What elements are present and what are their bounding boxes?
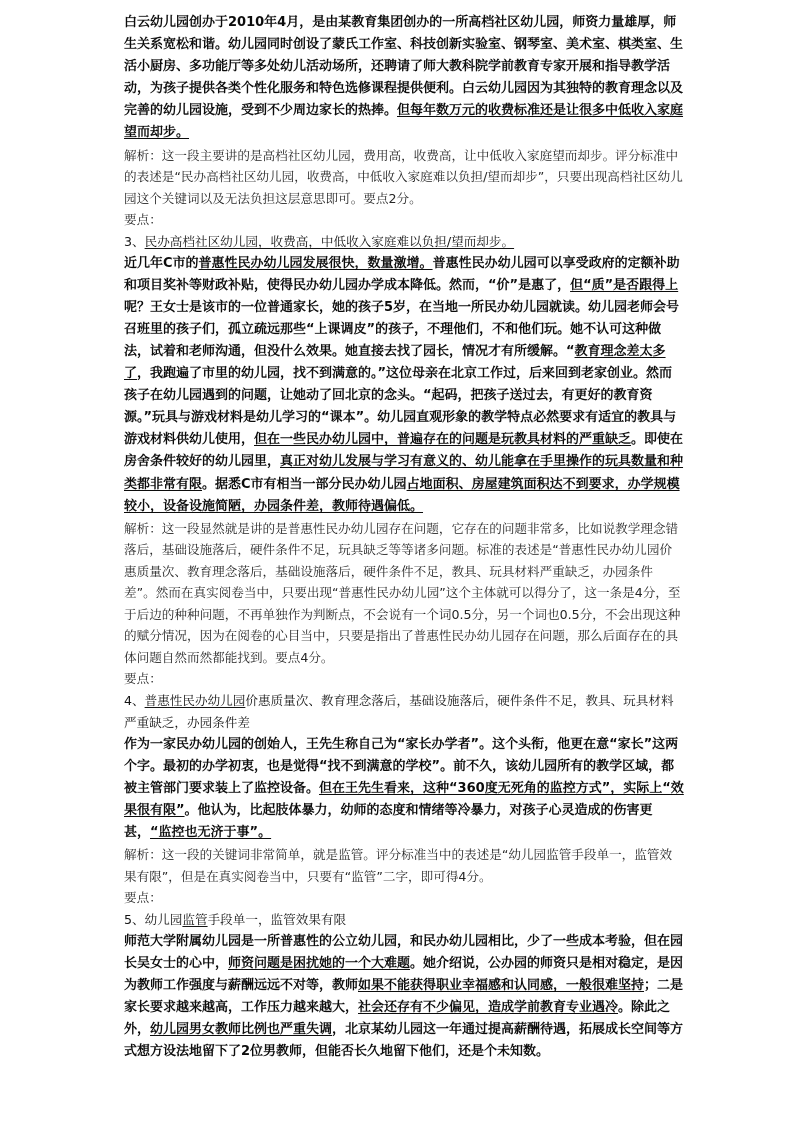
underlined-text: 监管 (182, 911, 208, 927)
text-run: 手段单一，监管效果有限 (207, 911, 347, 927)
text-run: 。她介绍说，公办园的师资只是相对稳定，是因为教师工作强度与薪酬远远不对等，教师 (124, 955, 684, 993)
underlined-text: 普惠性民办幼儿园 (144, 692, 246, 708)
text-run: 价惠质量次、教育理念落后，基础设施落后，硬件条件不足，教具、玩具材料严重缺乏，办园条件差 (124, 692, 674, 730)
text-run: 普惠性民办幼儿园可以享受政府的定额补助和项目奖补等财政补贴，使得民办幼儿园办学成本降低。然而，“价”是惠了， (124, 255, 680, 293)
underlined-text: 社会还存有不少偏见，造成学前教育专业遇冷 (358, 999, 619, 1015)
text-run: 师范大学附属幼儿园是一所普惠性的公立幼儿园，和民办幼儿园相比，少了一些成本考验，但在园长吴女士的心中， (124, 933, 684, 971)
key-point-paragraph (124, 690, 684, 734)
underlined-text: 但在一些民办幼儿园中，普遍存在的问题是玩教具材料的严重缺乏 (254, 432, 632, 448)
underlined-text: 占地面积、房屋建筑面积达不到要求，办学规模较小，设备设施简陋，办园条件差，教师待遇偏低。 (124, 476, 680, 514)
analysis-paragraph (124, 518, 684, 669)
text-run: 3、 (124, 233, 145, 249)
case-paragraph (124, 931, 684, 1064)
key-point-paragraph (124, 909, 684, 931)
underlined-text: 师资问题是困扰她的一个大难题 (228, 955, 411, 971)
analysis-paragraph (124, 844, 684, 887)
underlined-text: 如果不能获得职业幸福感和认同感，一般很难坚持 (358, 977, 645, 993)
text-run: ，我跑遍了市里的幼儿园，找不到满意的。”这位母亲在北京工作过，后来回到老家创业。然而孩子在幼儿园遇到的问题，让她动了回北京的念头。“起码，把孩子送过去，有更好的教育资源。”玩具与游戏材料是幼儿学习的“课本”。幼儿园直观形象的教学特点必然要求有适宜的教具与游戏材料供幼儿使用， (124, 366, 677, 448)
text-run: 4、 (124, 692, 145, 708)
underlined-text: 普惠性民办幼儿园发展很快，数量激增。 (198, 255, 433, 271)
text-run: 要点： (124, 890, 162, 906)
underlined-text: 民办高档社区幼儿园，收费高，中低收入家庭难以负担/望而却步。 (144, 233, 515, 249)
case-paragraph (124, 734, 684, 844)
key-points-label (124, 668, 684, 690)
underlined-text: 教育理念差太多了 (124, 343, 666, 382)
document-body (124, 12, 684, 1063)
key-point-paragraph (124, 231, 684, 253)
underlined-text: 但“质”是否跟得上 (570, 277, 679, 293)
underlined-text: 但在王先生看来，这种“360度无死角的监控方式”，实际上“效果很有限” (124, 780, 684, 818)
text-run: 要点： (124, 671, 162, 687)
underlined-text: 真正对幼儿发展与学习有意义的、幼儿能拿在手里操作的玩具数量和种类都非常有限 (124, 454, 684, 492)
text-run: 解析：这一段的关键词非常简单，就是监管。评分标准当中的表述是“幼儿园监管手段单一，监管效果有限”，但是在真实阅卷当中，只要有“监管”二字，即可得4分。 (124, 847, 673, 884)
analysis-paragraph (124, 145, 684, 210)
text-run: 要点： (124, 212, 162, 228)
underlined-text: 幼儿园男女教师比例也严重失调 (150, 1022, 333, 1038)
text-run: ；二是家长要求越来越高，工作压力越来越大， (124, 977, 684, 1015)
key-points-label (124, 209, 684, 231)
text-run: 。他认为，比起肢体暴力，幼师的态度和情绪等冷暴力，对孩子心灵造成的伤害更甚， (124, 802, 653, 841)
text-run: 解析：这一段显然就是讲的是普惠性民办幼儿园存在问题，它存在的问题非常多，比如说教学理念错落后，基础设施落后，硬件条件不足，玩具缺乏等等诸多问题。标准的表述是“普惠性民办幼儿园价惠质量次、教育理念落后，基础设施落后，硬件条件不足，教具、玩具材料严重缺乏，办园条件差”。然而在真实阅卷当中，只要出现“普惠性民办幼儿园”这个主体就可以得分了，这一条是4分，至于后边的种种问题，不再单独作为判断点，不会说有一个词0.5分，另一个词也0.5分，不会出现这种的赋分情况，因为在阅卷的心目当中，只要是指出了普惠性民办幼儿园存在问题，那么后面存在的具体问题自然而然都能找到。要点4分。 (124, 520, 681, 665)
text-run: 。除此之外， (124, 999, 671, 1038)
text-run: 白云幼儿园创办于2010年4月，是由某教育集团创办的一所高档社区幼儿园，师资力量雄厚，师生关系宽松和谐。幼儿园同时创设了蒙氏工作室、科技创新实验室、钢琴室、美术室、棋类室、生活小厨房、多功能厅等多处幼儿活动场所，还聘请了师大教科院学前教育专家开展和指导教学活动，为孩子提供各类个性化服务和特色选修课程提供便利。白云幼儿园因为其独特的教育理念以及完善的幼儿园设施，受到不少周边家长的热捧。 (124, 15, 684, 119)
text-run: 。即使在房舍条件较好的幼儿园里， (124, 432, 684, 470)
key-points-label (124, 887, 684, 909)
text-run: 解析：这一段主要讲的是高档社区幼儿园，费用高，收费高，让中低收入家庭望而却步。评分标准中的表述是“民办高档社区幼儿园，收费高，中低收入家庭难以负担/望而却步”，只要出现高档社区幼儿园这个关键词以及无法负担这层意思即可。要点2分。 (124, 147, 683, 206)
case-paragraph (124, 253, 684, 518)
case-paragraph (124, 12, 684, 145)
underlined-text: “监控也无济于事”。 (150, 825, 272, 841)
text-run: 。据悉C市有相当一部分民办幼儿园 (202, 476, 407, 492)
text-run: 5、幼儿园 (124, 911, 183, 927)
text-run: 作为一家民办幼儿园的创始人，王先生称自己为“家长办学者”。这个头衔，他更在意“家长”这两个字。最初的办学初衷，也是觉得“找不到满意的学校”。前不久，该幼儿园所有的教学区域，都被主管部门要求装上了监控设备。 (124, 736, 679, 796)
underlined-text: 但每年数万元的收费标准还是让很多中低收入家庭望而却步。 (124, 103, 684, 141)
text-run: 近几年C市的 (124, 255, 199, 271)
text-run: 呢？王女士是该市的一位普通家长，她的孩子5岁，在当地一所民办幼儿园就读。幼儿园老师会号召班里的孩子们，孤立疏远那些“上课调皮”的孩子，不理他们，不和他们玩。她不认可这种做法，试着和老师沟通，但没什么效果。她直接去找了园长，情况才有所缓解。“ (124, 299, 680, 359)
text-run: ，北京某幼儿园这一年通过提高薪酬待遇，拓展成长空间等方式想方设法地留下了2位男教师，但能否长久地留下他们，还是个未知数。 (124, 1022, 684, 1060)
